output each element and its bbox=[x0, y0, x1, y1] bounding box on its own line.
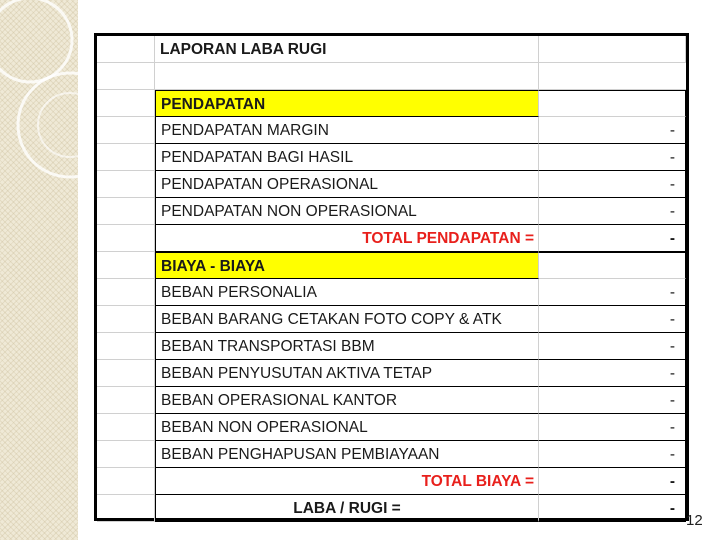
table-row bbox=[97, 225, 686, 252]
title-row bbox=[97, 36, 686, 63]
table-row bbox=[97, 252, 686, 279]
table-row bbox=[97, 414, 686, 441]
row-header-cell bbox=[97, 198, 155, 225]
row-header-cell bbox=[97, 171, 155, 198]
table-row bbox=[97, 63, 686, 90]
value-cell: - bbox=[539, 198, 686, 225]
row-header-cell bbox=[97, 306, 155, 333]
table-row bbox=[97, 171, 686, 198]
label-cell: BEBAN TRANSPORTASI BBM bbox=[155, 333, 539, 360]
label-cell: BEBAN PERSONALIA bbox=[155, 279, 539, 306]
table-row bbox=[97, 198, 686, 225]
table-row bbox=[97, 468, 686, 495]
value-cell bbox=[539, 63, 686, 90]
row-header-cell bbox=[97, 387, 155, 414]
value-cell: - bbox=[539, 468, 686, 495]
table-row bbox=[97, 495, 686, 522]
decorative-circles bbox=[0, 0, 78, 540]
row-header-cell bbox=[97, 441, 155, 468]
table-row bbox=[97, 90, 686, 117]
label-cell: TOTAL BIAYA = bbox=[155, 468, 539, 495]
row-header-cell bbox=[97, 117, 155, 144]
row-header-cell bbox=[97, 144, 155, 171]
value-cell: - bbox=[539, 171, 686, 198]
row-header-cell bbox=[97, 279, 155, 306]
page-number: 12 bbox=[686, 512, 703, 529]
table-row bbox=[97, 144, 686, 171]
value-cell: - bbox=[539, 306, 686, 333]
table-row bbox=[97, 441, 686, 468]
value-cell: - bbox=[539, 414, 686, 441]
label-cell: PENDAPATAN bbox=[155, 90, 539, 117]
label-cell: BIAYA - BIAYA bbox=[155, 252, 539, 279]
label-cell: BEBAN BARANG CETAKAN FOTO COPY & ATK bbox=[155, 306, 539, 333]
value-cell: - bbox=[539, 333, 686, 360]
row-header-cell bbox=[97, 468, 155, 495]
table-row bbox=[97, 306, 686, 333]
label-cell bbox=[155, 63, 539, 90]
table-row bbox=[97, 333, 686, 360]
value-cell bbox=[539, 90, 686, 117]
label-cell: BEBAN PENGHAPUSAN PEMBIAYAAN bbox=[155, 441, 539, 468]
table-row bbox=[97, 360, 686, 387]
label-cell: PENDAPATAN BAGI HASIL bbox=[155, 144, 539, 171]
row-header-cell bbox=[97, 333, 155, 360]
report-title: LAPORAN LABA RUGI bbox=[155, 36, 539, 63]
value-cell: - bbox=[539, 117, 686, 144]
table-row bbox=[97, 279, 686, 306]
row-header-cell bbox=[97, 495, 155, 522]
row-header-cell bbox=[97, 252, 155, 279]
value-cell: - bbox=[539, 495, 686, 522]
row-header-cell bbox=[97, 63, 155, 90]
value-cell: - bbox=[539, 360, 686, 387]
table-row bbox=[97, 117, 686, 144]
value-cell: - bbox=[539, 144, 686, 171]
value-cell: - bbox=[539, 225, 686, 252]
row-header-cell bbox=[97, 360, 155, 387]
label-cell: PENDAPATAN OPERASIONAL bbox=[155, 171, 539, 198]
value-cell bbox=[539, 36, 686, 63]
label-cell: PENDAPATAN NON OPERASIONAL bbox=[155, 198, 539, 225]
decorative-side-panel bbox=[0, 0, 78, 540]
row-header-cell bbox=[97, 225, 155, 252]
label-cell: LABA / RUGI = bbox=[155, 495, 539, 522]
table-row bbox=[97, 387, 686, 414]
label-cell: TOTAL PENDAPATAN = bbox=[155, 225, 539, 252]
spreadsheet-frame bbox=[94, 33, 689, 521]
value-cell: - bbox=[539, 279, 686, 306]
row-header-cell bbox=[97, 36, 155, 63]
value-cell: - bbox=[539, 441, 686, 468]
label-cell: BEBAN NON OPERASIONAL bbox=[155, 414, 539, 441]
value-cell: - bbox=[539, 387, 686, 414]
label-cell: PENDAPATAN MARGIN bbox=[155, 117, 539, 144]
row-header-cell bbox=[97, 414, 155, 441]
value-cell bbox=[539, 252, 686, 279]
label-cell: BEBAN PENYUSUTAN AKTIVA TETAP bbox=[155, 360, 539, 387]
label-cell: BEBAN OPERASIONAL KANTOR bbox=[155, 387, 539, 414]
row-header-cell bbox=[97, 90, 155, 117]
